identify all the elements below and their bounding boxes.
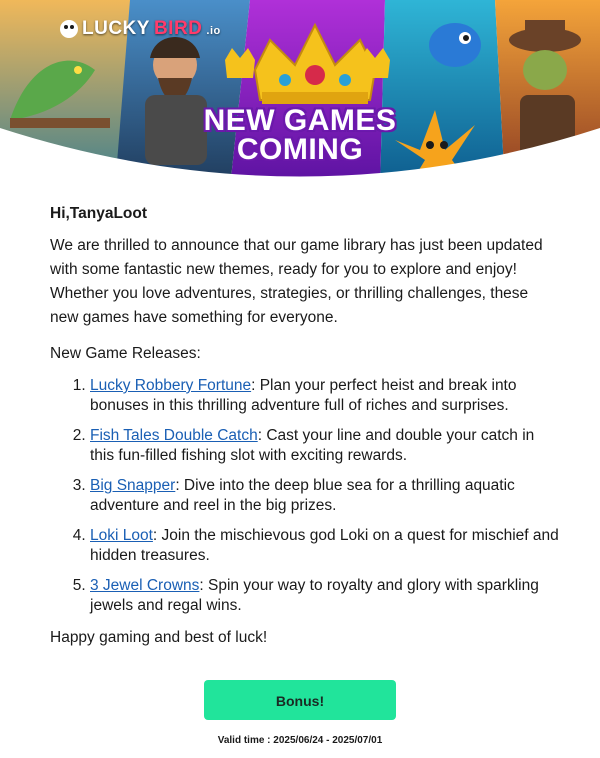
game-description: : Spin your way to royalty and glory with sparkling jewels and regal wins. [90, 577, 539, 614]
game-releases-list [50, 376, 560, 616]
hero-banner [0, 0, 600, 188]
cta-section [0, 680, 600, 746]
game-description: : Dive into the deep blue sea for a thrilling aquatic adventure and reel in the big prizes. [90, 477, 515, 514]
list-item [90, 376, 560, 416]
brand-name-accent: BIRD [153, 18, 203, 39]
email-body [50, 202, 560, 650]
list-item [90, 576, 560, 616]
list-item [90, 526, 560, 566]
list-item [90, 426, 560, 466]
closing-line: Happy gaming and best of luck! [50, 629, 268, 646]
game-description: : Join the mischievous god Loki on a quest for mischief and hidden treasures. [90, 527, 559, 564]
valid-time: Valid time : 2025/06/24 - 2025/07/01 [217, 735, 383, 746]
bird-logo-icon [60, 20, 78, 38]
brand-name: LUCKY [82, 18, 150, 39]
game-link-fish-tales-double-catch[interactable]: Fish Tales Double Catch [90, 427, 258, 444]
game-link-lucky-robbery-fortune[interactable]: Lucky Robbery Fortune [90, 377, 252, 394]
intro-paragraph: We are thrilled to announce that our game library has just been updated with some fantastic new themes, ready for you to explore and enjoy! Whether you love adventures, strategies, or thrilling challenges, these new games have something for everyone. [50, 237, 543, 326]
list-item [90, 476, 560, 516]
game-description: : Cast your line and double your catch in this fun-filled fishing slot with exciting rewards. [90, 427, 535, 464]
game-description: : Plan your perfect heist and break into bonuses in this thrilling adventure full of riches and surprises. [90, 377, 517, 414]
releases-title: New Game Releases: [50, 345, 201, 362]
banner-headline-line2: COMING [236, 133, 364, 166]
brand-logo [60, 18, 221, 40]
bonus-button[interactable]: Bonus! [204, 680, 396, 720]
game-link-big-snapper[interactable]: Big Snapper [90, 477, 176, 494]
brand-tld: .io [206, 25, 221, 37]
game-link-3-jewel-crowns[interactable]: 3 Jewel Crowns [90, 577, 200, 594]
greeting: Hi,TanyaLoot [50, 205, 148, 222]
game-link-loki-loot[interactable]: Loki Loot [90, 527, 153, 544]
banner-headline-line1: NEW GAMES [203, 104, 397, 137]
